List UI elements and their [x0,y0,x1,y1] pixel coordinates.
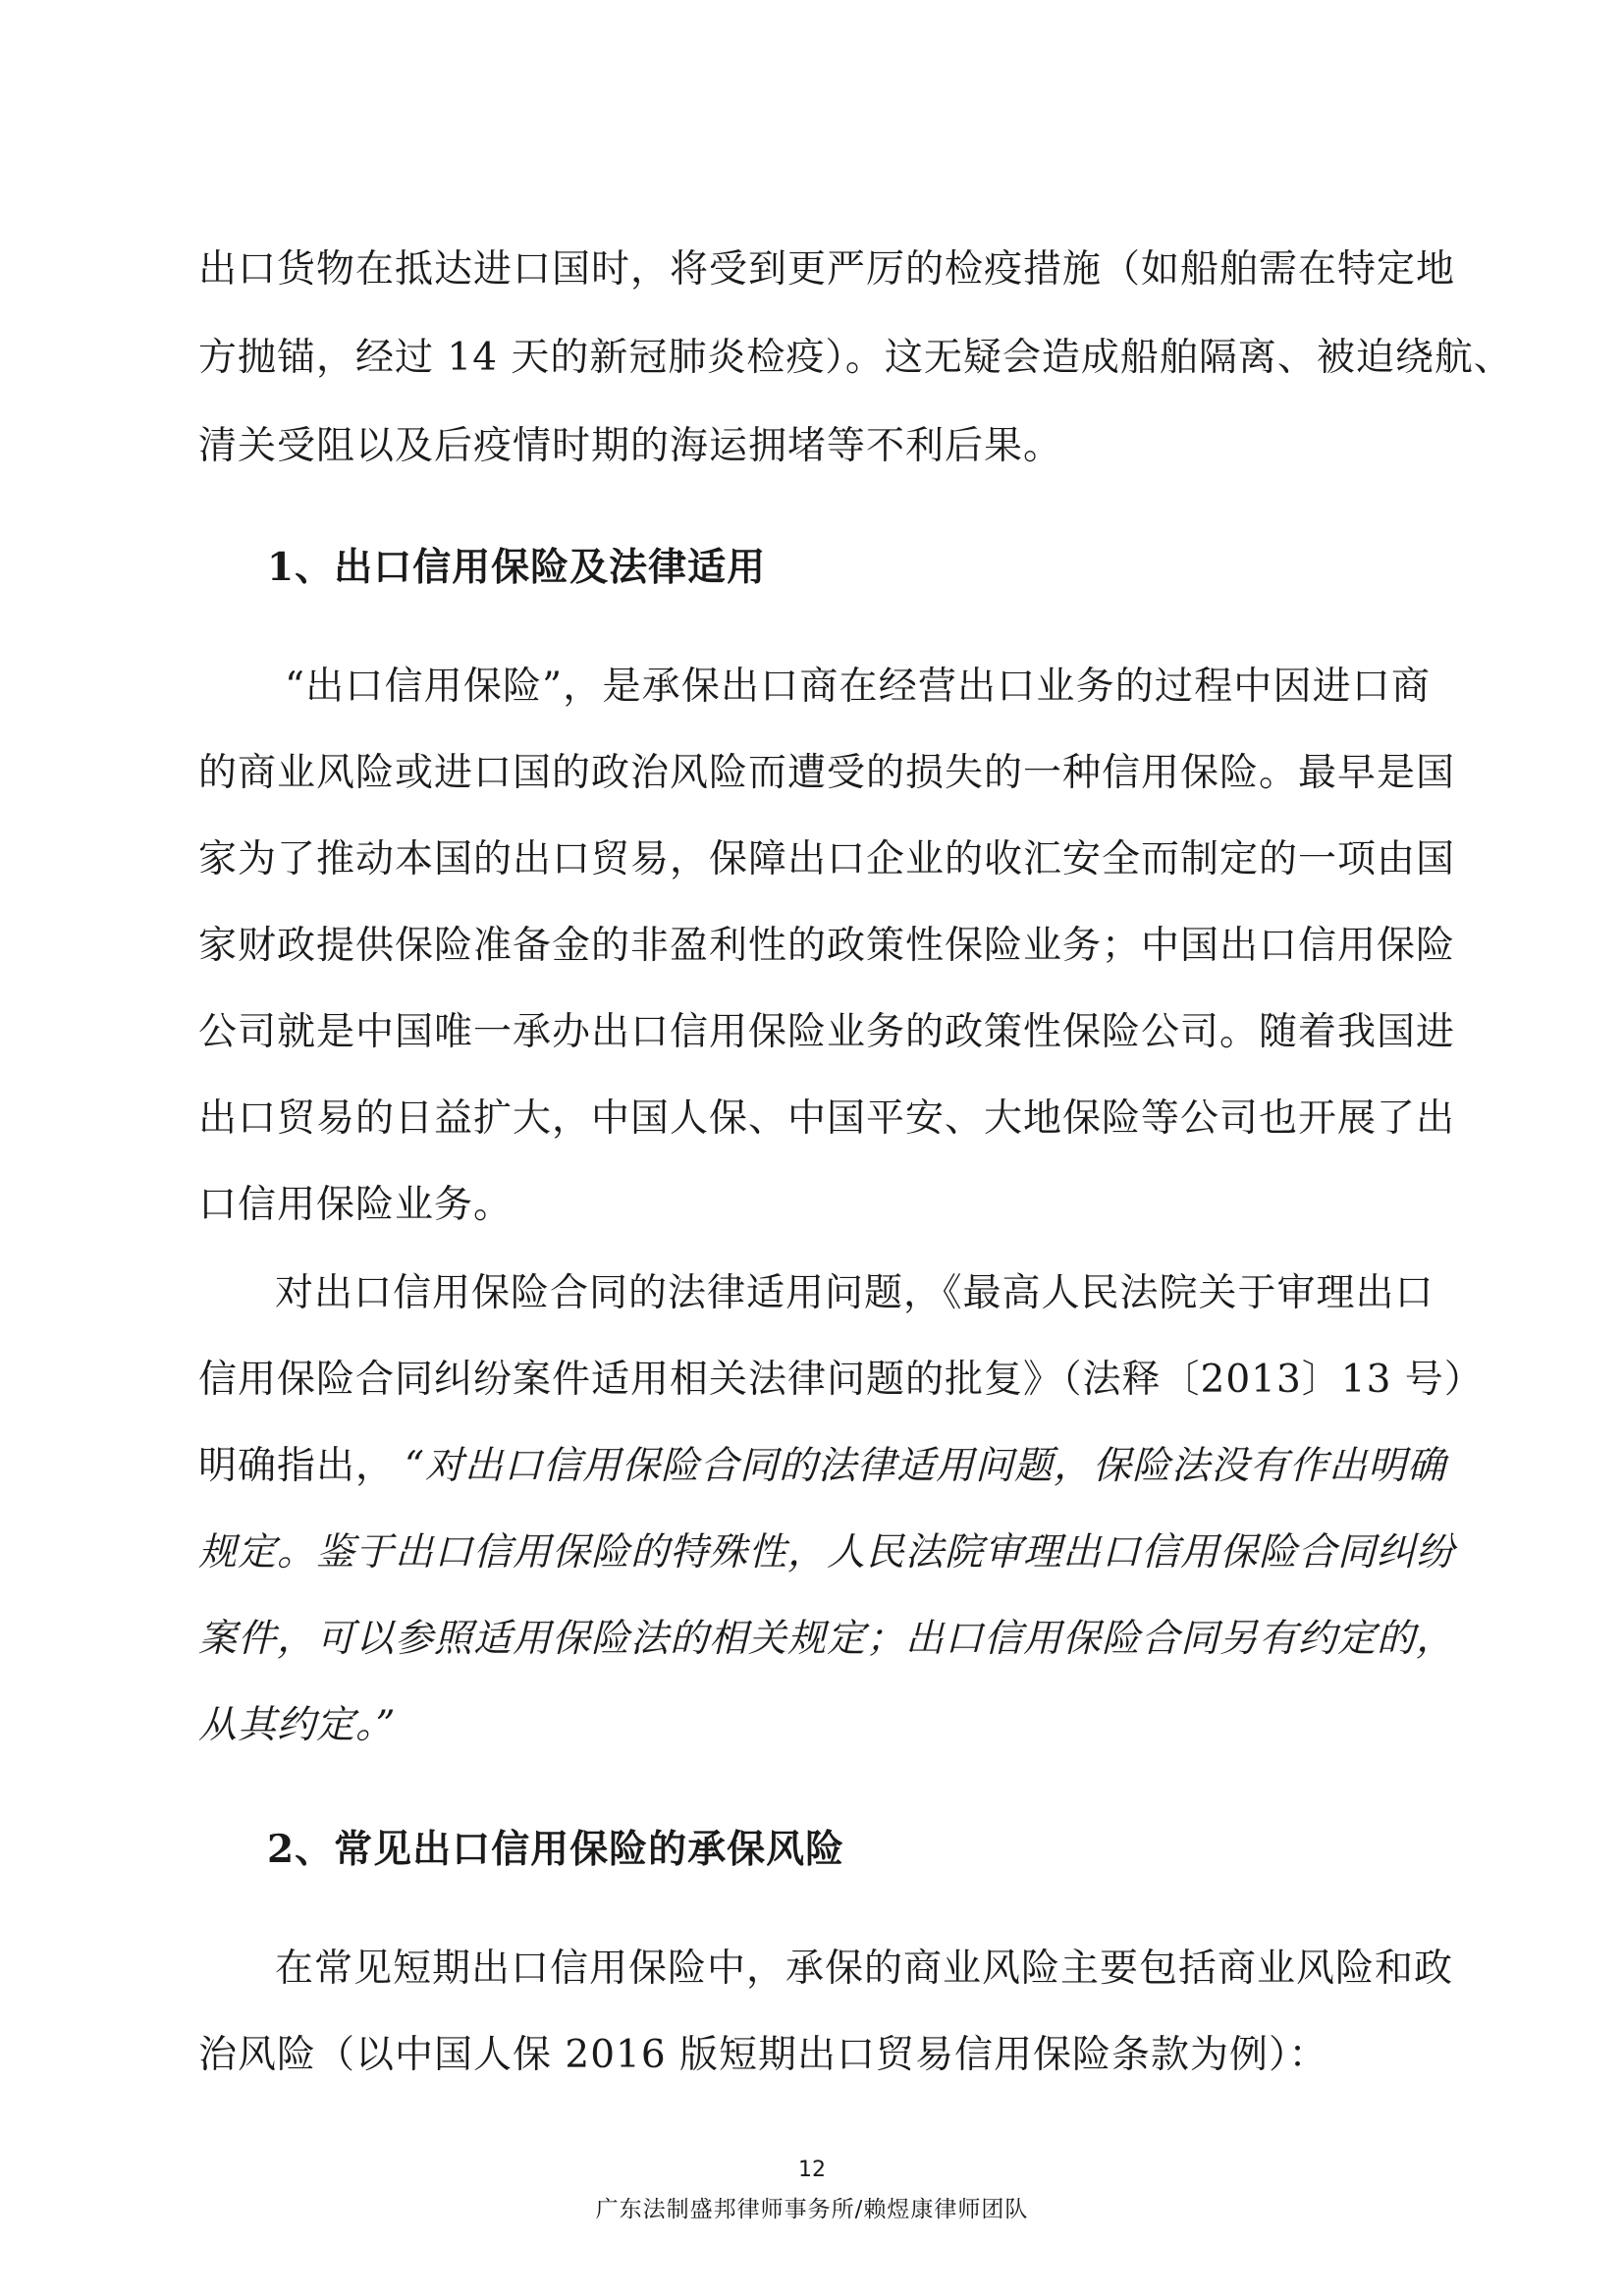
section-heading-2: 2、常见出口信用保险的承保风险 [267,1827,845,1872]
quote-line-2: 规定。鉴于出口信用保险的特殊性，人民法院审理出口信用保险合同纠纷 [198,1530,1456,1575]
s1-p1-line-5: 公司就是中国唯一承办出口信用保险业务的政策性保险公司。随着我国进 [198,1010,1456,1054]
s1-p2-line-1: 对出口信用保险合同的法律适用问题，《最高人民法院关于审理出口 [275,1271,1435,1315]
quote-line-1: “对出口信用保险合同的法律适用问题，保险法没有作出明确 [405,1444,1446,1488]
quote-line-4: 从其约定。” [198,1703,397,1747]
section-heading-1: 1、出口信用保险及法律适用 [267,545,767,590]
s2-p1-line-2: 治风险（以中国人保 2016 版短期出口贸易信用保险条款为例）： [198,2033,1328,2077]
s2-p1-line-1: 在常见短期出口信用保险中，承保的商业风险主要包括商业风险和政 [275,1947,1454,1991]
s1-p1-line-2: 的商业风险或进口国的政治风险而遭受的损失的一种信用保险。最早是国 [198,751,1456,795]
s1-p1-line-7: 口信用保险业务。 [198,1183,514,1227]
intro-line-2: 方抛锚，经过 14 天的新冠肺炎检疫）。这无疑会造成船舶隔离、被迫绕航、 [198,336,1513,380]
s1-p2-line-3: 明确指出， [198,1444,396,1488]
intro-line-1: 出口货物在抵达进口国时，将受到更严厉的检疫措施（如船舶需在特定地 [198,247,1456,292]
intro-line-3: 清关受阻以及后疫情时期的海运拥堵等不利后果。 [198,424,1063,468]
s1-p1-line-6: 出口贸易的日益扩大，中国人保、中国平安、大地保险等公司也开展了出 [198,1096,1456,1141]
footer-firm-name: 广东法制盛邦律师事务所/赖煜康律师团队 [595,2197,1029,2222]
page-number: 12 [798,2158,826,2182]
s1-p1-line-1: “出口信用保险”，是承保出口商在经营出口业务的过程中因进口商 [285,665,1431,709]
s1-p2-line-2: 信用保险合同纠纷案件适用相关法律问题的批复》（法释〔2013〕13 号） [198,1358,1484,1402]
s1-p1-line-3: 家为了推动本国的出口贸易，保障出口企业的收汇安全而制定的一项由国 [198,837,1456,881]
quote-line-3: 案件，可以参照适用保险法的相关规定；出口信用保险合同另有约定的， [198,1617,1456,1661]
s1-p1-line-4: 家财政提供保险准备金的非盈利性的政策性保险业务；中国出口信用保险 [198,924,1456,968]
